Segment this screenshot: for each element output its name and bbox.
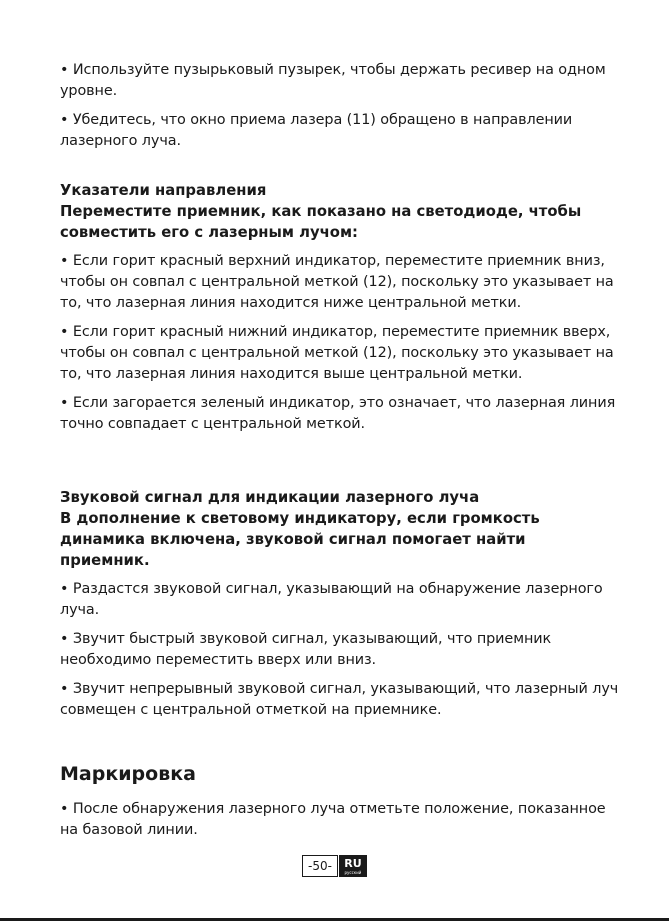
- intro-bullet-window: • Убедитесь, что окно приема лазера (11) обращено в направлении лазерного луча.: [60, 112, 573, 149]
- intro-bullet-level: • Используйте пузырьковый пузырек, чтобы держать ресивер на одном уровне.: [60, 62, 606, 99]
- marking-bullet: • После обнаружения лазерного луча отметьте положение, показанное на базовой линии.: [60, 801, 606, 838]
- direction-bullet-red-top: • Если горит красный верхний индикатор, переместите приемник вниз, чтобы он совпал с центральной меткой (12), поскольку это указывает на то, что лазерная линия находится ниже центральной метки.: [60, 253, 614, 311]
- sound-section-lead: В дополнение к световому индикатору, если громкость динамика включена, звуковой сигнал помогает найти приемник.: [60, 510, 540, 569]
- sound-bullet-detect: • Раздастся звуковой сигнал, указывающий на обнаружение лазерного луча.: [60, 581, 603, 618]
- language-name: русский: [344, 869, 362, 875]
- sound-section-title: Звуковой сигнал для индикации лазерного луча: [60, 489, 480, 506]
- page-footer: [302, 855, 367, 877]
- sound-bullet-continuous: • Звучит непрерывный звуковой сигнал, указывающий, что лазерный луч совмещен с центральной отметкой на приемнике.: [60, 681, 619, 718]
- direction-section-title: Указатели направления: [60, 182, 267, 199]
- direction-bullet-red-bottom: • Если горит красный нижний индикатор, переместите приемник вверх, чтобы он совпал с центральной меткой (12), поскольку это указывает на то, что лазерная линия находится выше центральной метки.: [60, 324, 614, 382]
- language-code: RU: [344, 856, 362, 870]
- direction-bullet-green: • Если загорается зеленый индикатор, это означает, что лазерная линия точно совпадает с центральной меткой.: [60, 395, 616, 432]
- marking-section-title: Маркировка: [60, 763, 196, 785]
- language-badge: [339, 855, 367, 877]
- page-content: [60, 60, 620, 849]
- sound-bullet-fast: • Звучит быстрый звуковой сигнал, указывающий, что приемник необходимо переместить вверх или вниз.: [60, 631, 552, 668]
- direction-section-lead: Переместите приемник, как показано на светодиоде, чтобы совместить его с лазерным лучом:: [60, 203, 582, 241]
- page-number: -50-: [302, 855, 338, 877]
